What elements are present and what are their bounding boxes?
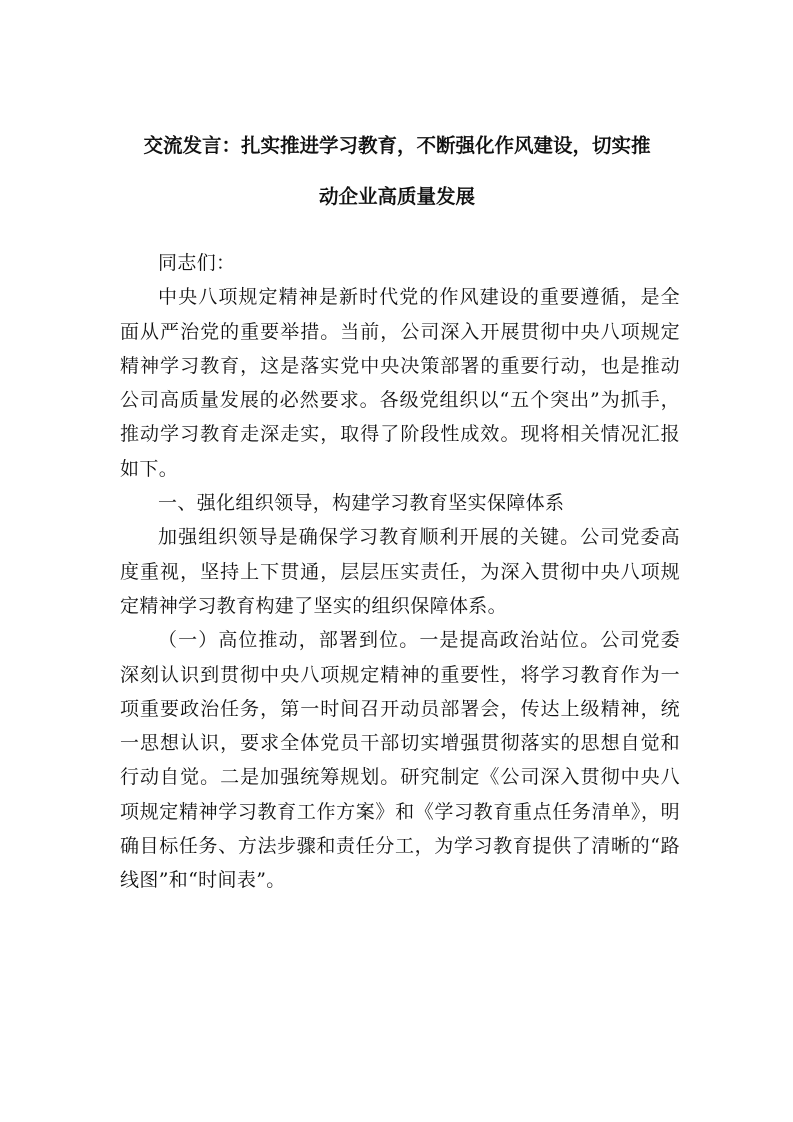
section-heading: 一、强化组织领导，构建学习教育坚实保障体系 <box>158 492 565 515</box>
body-paragraph: 中央八项规定精神是新时代党的作风建设的重要遵循，是全面从严治党的重要举措。当前，公司深入开展贯彻中央八项规定精神学习教育，这是落实党中央决策部署的重要行动，也是推动公司高质量发展的必然要求。各级党组织以“五个突出”为抓手，推动学习教育走深走实，取得了阶段性成效。现将相关情况汇报如下。 <box>120 286 680 480</box>
document-title-line-1: 交流发言：扎实推进学习教育，不断强化作风建设，切实推 <box>143 134 651 157</box>
body-paragraph: 加强组织领导是确保学习教育顺利开展的关键。公司党委高度重视，坚持上下贯通，层层压实责任，为深入贯彻中央八项规定精神学习教育构建了坚实的组织保障体系。 <box>120 526 680 617</box>
salutation: 同志们： <box>158 252 236 274</box>
document-body <box>120 246 680 898</box>
document-title-line-2: 动企业高质量发展 <box>318 185 475 208</box>
body-paragraph: （一）高位推动，部署到位。一是提高政治站位。公司党委深刻认识到贯彻中央八项规定精神的重要性，将学习教育作为一项重要政治任务，第一时间召开动员部署会，传达上级精神，统一思想认识，要求全体党员干部切实增强贯彻落实的思想自觉和行动自觉。二是加强统筹规划。研究制定《公司深入贯彻中央八项规定精神学习教育工作方案》和《学习教育重点任务清单》，明确目标任务、方法步骤和责任分工，为学习教育提供了清晰的“路线图”和“时间表”。 <box>120 629 680 892</box>
